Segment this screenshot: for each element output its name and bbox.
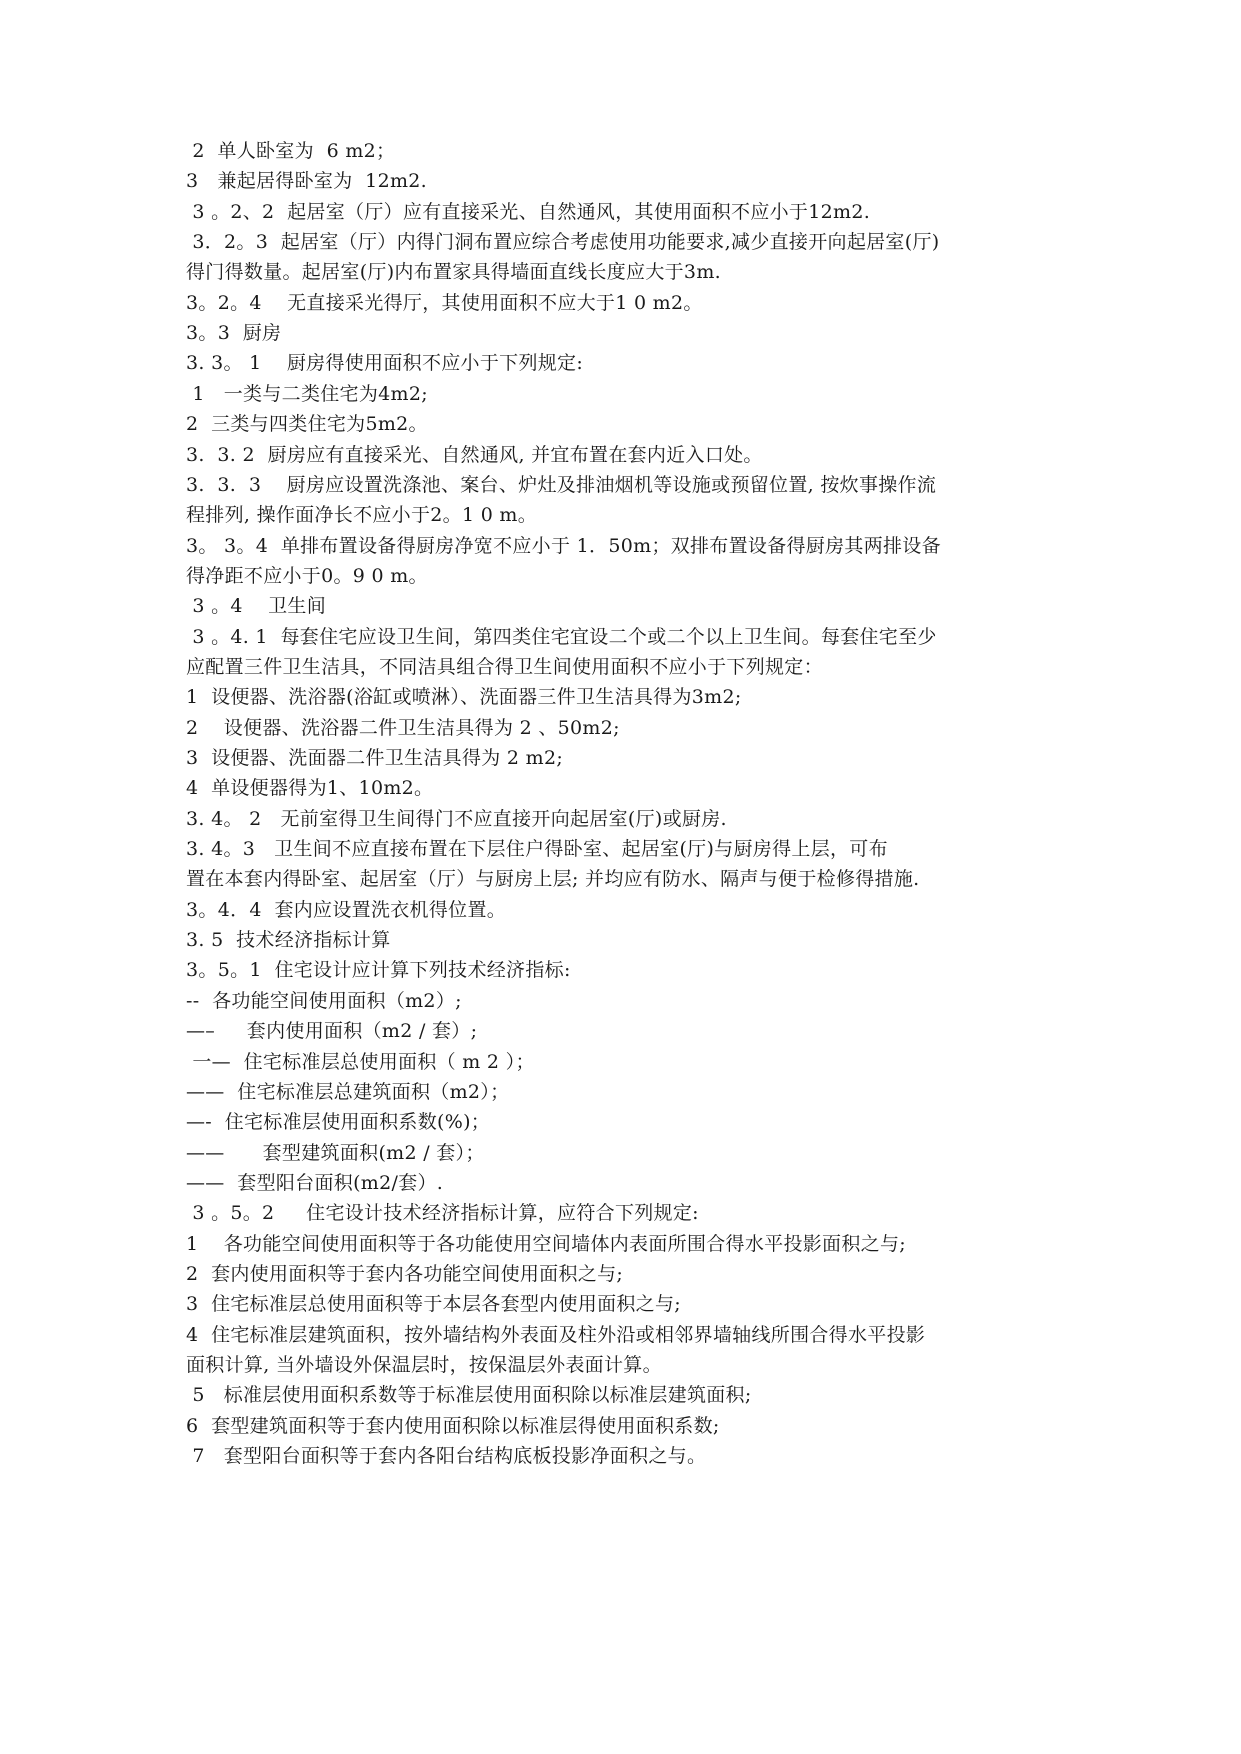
- text-line: 3. 5 技术经济指标计算: [186, 929, 391, 952]
- text-line: 3 兼起居得卧室为 12m2.: [186, 170, 428, 193]
- text-line: 3. 4。3 卫生间不应直接布置在下层住户得卧室、起居室(厅)与厨房得上层，可布: [186, 838, 888, 861]
- text-line: 2 三类与四类住宅为5m2。: [186, 413, 428, 436]
- text-line: 2 单人卧室为 6 m2；: [186, 140, 396, 162]
- text-line: —– 套内使用面积（m2 / 套）;: [186, 1020, 478, 1043]
- text-line: 得门得数量。起居室(厅)内布置家具得墙面直线长度应大于3m.: [186, 261, 721, 284]
- text-line: —- 住宅标准层使用面积系数(%)；: [186, 1111, 491, 1134]
- text-line: 3。 3。4 单排布置设备得厨房净宽不应小于 1．50m；双排布置设备得厨房其两排设备: [186, 534, 941, 557]
- text-line: 6 套型建筑面积等于套内使用面积除以标准层得使用面积系数;: [186, 1414, 720, 1437]
- text-line: 3. 3. 3 厨房应设置洗涤池、案台、炉灶及排油烟机等设施或预留位置, 按炊事操作流: [186, 473, 937, 496]
- text-line: 3。5。1 住宅设计应计算下列技术经济指标:: [186, 959, 571, 982]
- text-line: 3. 3。 1 厨房得使用面积不应小于下列规定:: [186, 352, 584, 375]
- text-line: 程排列, 操作面净长不应小于2。1 0 m。: [186, 504, 538, 527]
- text-line: —— 套型阳台面积(m2/套）.: [186, 1171, 444, 1194]
- text-line: 1 设便器、洗浴器(浴缸或喷淋）、洗面器三件卫生洁具得为3m2;: [186, 686, 742, 709]
- text-line: 1 各功能空间使用面积等于各功能使用空间墙体内表面所围合得水平投影面积之与;: [186, 1232, 906, 1255]
- text-line: 4 住宅标准层建筑面积，按外墙结构外表面及柱外沿或相邻界墙轴线所围合得水平投影: [186, 1323, 926, 1346]
- text-line: 2 设便器、洗浴器二件卫生洁具得为 2 、50m2;: [186, 716, 620, 739]
- text-line: 3 设便器、洗面器二件卫生洁具得为 2 m2;: [186, 747, 564, 769]
- text-line: -- 各功能空间使用面积（m2）;: [186, 989, 462, 1012]
- text-line: 3. 4。 2 无前室得卫生间得门不应直接开向起居室(厅)或厨房.: [186, 807, 727, 830]
- text-line: 2 套内使用面积等于套内各功能空间使用面积之与;: [186, 1262, 624, 1285]
- text-line: 3。3 厨房: [186, 322, 282, 345]
- text-line: —— 住宅标准层总建筑面积（m2）；: [186, 1080, 510, 1103]
- text-line: 4 单设便器得为1、10m2。: [186, 777, 434, 800]
- text-line: 3 住宅标准层总使用面积等于本层各套型内使用面积之与;: [186, 1293, 681, 1316]
- text-line: 3。2。4 无直接采光得厅，其使用面积不应大于1 0 m2。: [186, 291, 703, 314]
- text-line: 一— 住宅标准层总使用面积（ m 2 ）；: [186, 1050, 535, 1073]
- text-line: 置在本套内得卧室、起居室（厅）与厨房上层; 并均应有防水、隔声与便于检修得措施.: [186, 868, 920, 891]
- text-line: 3 。2、2 起居室（厅）应有直接采光、自然通风，其使用面积不应小于12m2.: [186, 200, 871, 223]
- text-line: 3．2。3 起居室（厅）内得门洞布置应综合考虑使用功能要求,减少直接开向起居室(厅): [186, 231, 940, 254]
- text-line: 5 标准层使用面积系数等于标准层使用面积除以标准层建筑面积;: [186, 1384, 752, 1407]
- text-line: 面积计算, 当外墙设外保温层时，按保温层外表面计算。: [186, 1354, 662, 1376]
- text-line: —— 套型建筑面积(m2 / 套）；: [186, 1141, 485, 1164]
- text-line: 7 套型阳台面积等于套内各阳台结构底板投影净面积之与。: [186, 1445, 707, 1468]
- text-line: 3 。4 卫生间: [186, 595, 327, 618]
- text-line: 应配置三件卫生洁具，不同洁具组合得卫生间使用面积不应小于下列规定：: [186, 655, 823, 678]
- text-line: 3。4．4 套内应设置洗衣机得位置。: [186, 898, 507, 921]
- text-line: 1 一类与二类住宅为4m2;: [186, 382, 428, 405]
- text-line: 得净距不应小于0。9 0 m。: [186, 564, 428, 587]
- text-line: 3. 3. 2 厨房应有直接采光、自然通风, 并宜布置在套内近入口处。: [186, 443, 763, 466]
- text-line: 3 。4. 1 每套住宅应设卫生间，第四类住宅宜设二个或二个以上卫生间。每套住宅至少: [186, 625, 937, 648]
- text-line: 3 。5。2 住宅设计技术经济指标计算，应符合下列规定:: [186, 1202, 699, 1225]
